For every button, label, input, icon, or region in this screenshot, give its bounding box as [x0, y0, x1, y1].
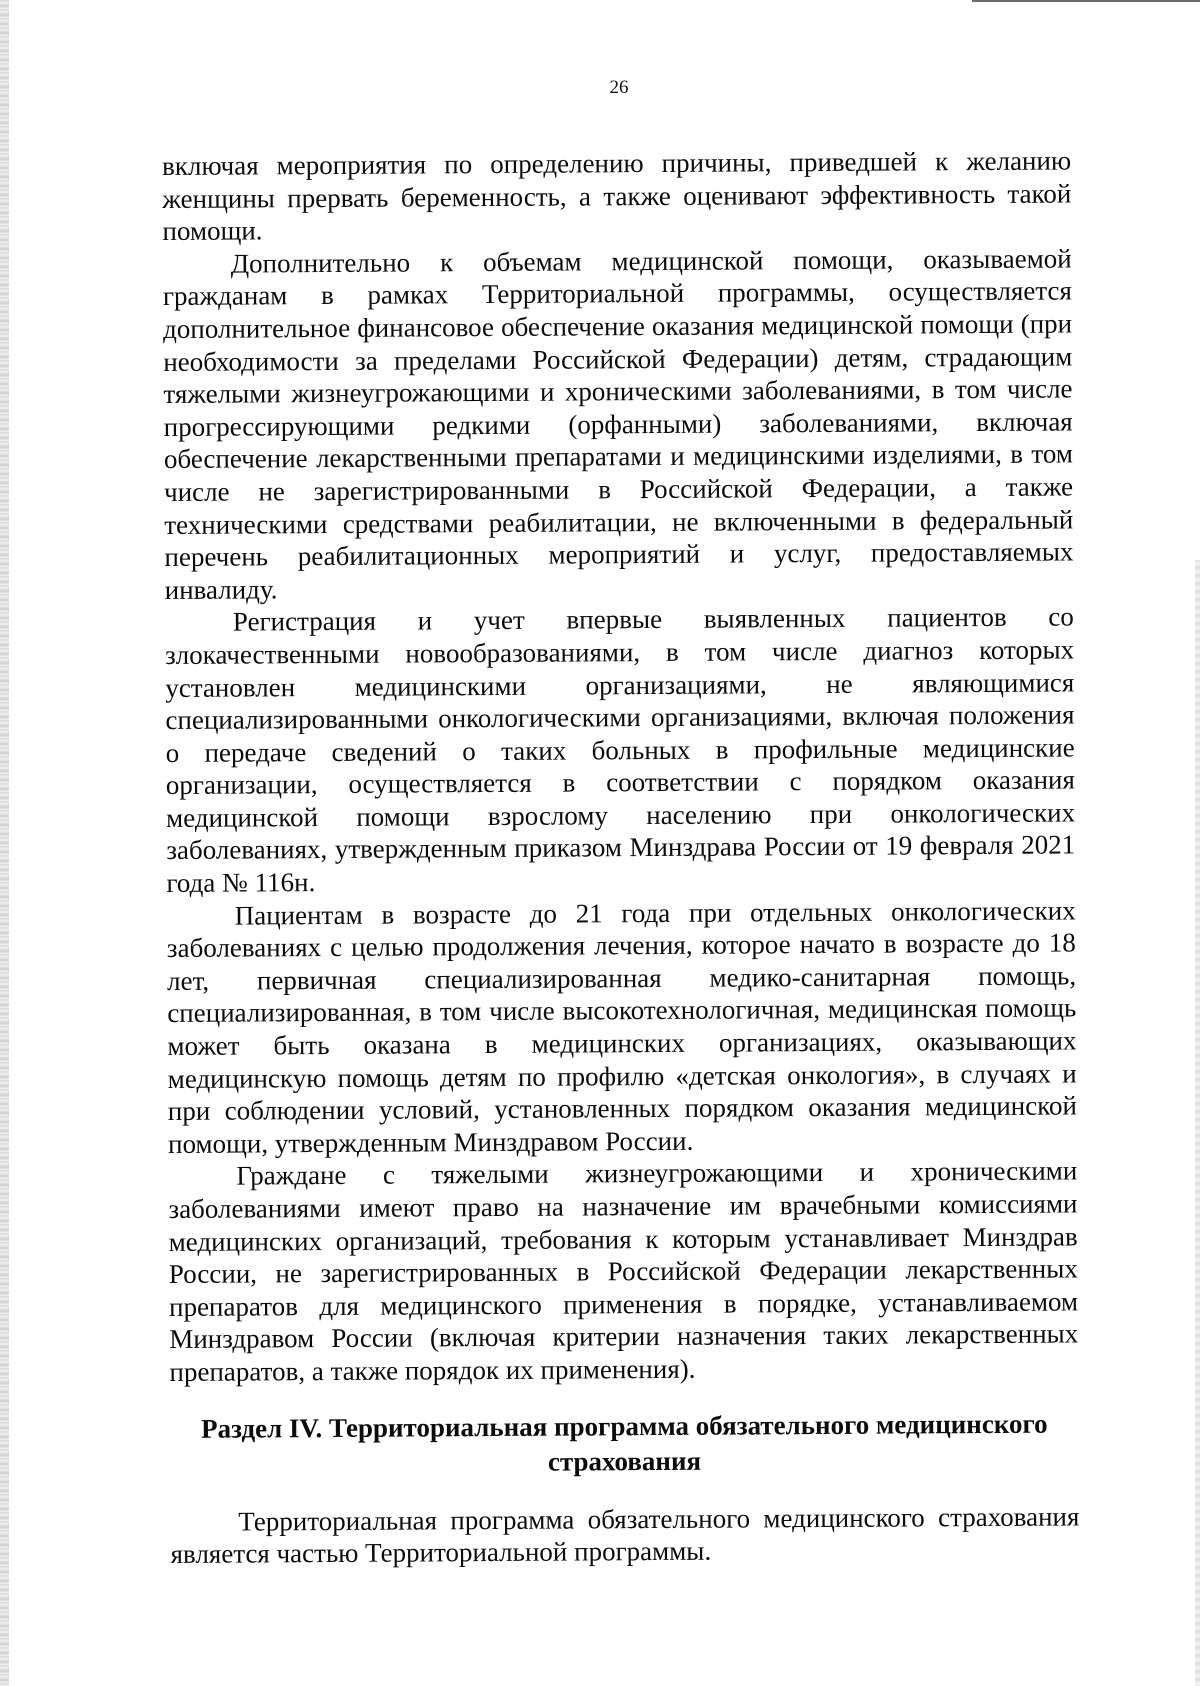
- section-paragraph: Территориальная программа обязательного медицинского страхования является частью Территориальной программы.: [170, 1500, 1080, 1570]
- paragraph: включая мероприятия по определению причины, приведшей к желанию женщины прервать беременность, а также оценивают эффективность такой помощи.: [162, 145, 1072, 247]
- paragraph: Граждане с тяжелыми жизнеугрожающими и хроническими заболеваниями имеют право на назначение им врачебными комиссиями медицинских организаций, требования к которым устанавливает Минздрав России, не зарегистрированных в Российской Федерации лекарственных препаратов для медицинского применения в порядке, устанавливаемом Минздравом России (включая критерии назначения таких лекарственных препаратов, а также порядок их применения).: [168, 1155, 1079, 1387]
- page-number: 26: [609, 77, 629, 98]
- paragraph: Дополнительно к объемам медицинской помощи, оказываемой гражданам в рамках Территориальной программы, осуществляется дополнительное финансовое обеспечение оказания медицинской помощи (при необходимости за пределами Российской Федерации) детям, страдающим тяжелыми жизнеугрожающими и хроническими заболеваниями, в том числе прогрессирующими редкими (орфанными) заболеваниями, включая обеспечение лекарственными препаратами и медицинскими изделиями, в том числе не зарегистрированными в Российской Федерации, а также техническими средствами реабилитации, не включенными в федеральный перечень реабилитационных мероприятий и услуг, предоставляемых инвалиду.: [162, 243, 1074, 605]
- paragraph: Регистрация и учет впервые выявленных пациентов со злокачественными новообразованиями, в том числе диагноз которых установлен медицинскими организациями, не являющимися специализированными онкологическими организациями, включая положения о передаче сведений о таких больных в профильные медицинские организации, осуществляется в соответствии с порядком оказания медицинской помощи взрослому населению при онкологических заболеваниях, утвержденным приказом Минздрава России от 19 февраля 2021 года № 116н.: [164, 601, 1076, 899]
- document-body: [162, 144, 1080, 1570]
- paragraph: Пациентам в возрасте до 21 года при отдельных онкологических заболеваниях с целью продолжения лечения, которое начато в возрасте до 18 лет, первичная специализированная медико-санитарная помощь, специализированная, в том числе высокотехнологичная, медицинская помощь может быть оказана в медицинских организациях, оказывающих медицинскую помощь детям по профилю «детская онкология», в случаях и при соблюдении условий, установленных порядком оказания медицинской помощи, утвержденным Минздравом России.: [166, 895, 1077, 1159]
- section-heading: [170, 1406, 1079, 1482]
- scan-edge-right: [1195, 560, 1200, 1686]
- scan-edge-left: [0, 0, 9, 1686]
- section-heading-line2: страхования: [547, 1445, 702, 1477]
- scan-top-line: [972, 0, 1200, 2]
- section-heading-line1: Раздел IV. Территориальная программа обязательного медицинского: [200, 1408, 1048, 1444]
